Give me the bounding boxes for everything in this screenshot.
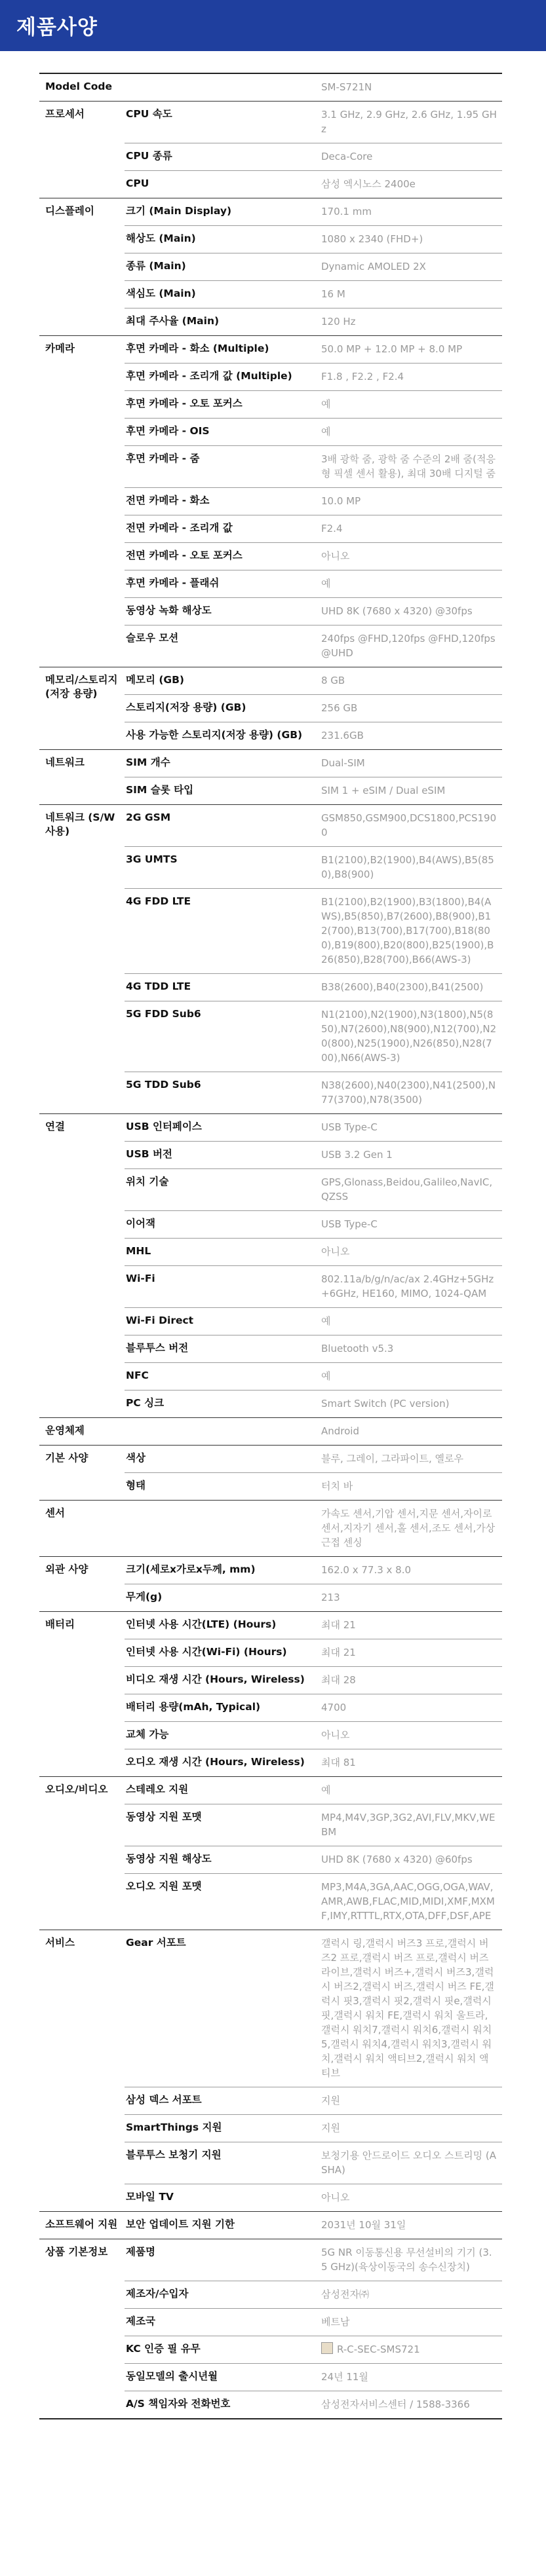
spec-row <box>125 1557 502 1584</box>
spec-group <box>39 1611 502 1776</box>
spec-group-label: 운영체제 <box>45 1425 85 1436</box>
spec-group <box>39 749 502 804</box>
spec-label <box>125 1418 316 1445</box>
spec-row <box>125 722 502 749</box>
spec-row <box>125 1141 502 1168</box>
spec-row <box>125 1210 502 1238</box>
spec-row <box>125 597 502 625</box>
spec-label: 모바일 TV <box>126 2191 174 2203</box>
spec-value: SIM 1 + eSIM / Dual eSIM <box>321 785 446 796</box>
spec-group-label: 네트워크 <box>45 756 85 768</box>
spec-value: 2031년 10월 31일 <box>321 2219 406 2231</box>
spec-row <box>125 1804 502 1846</box>
spec-label: 삼성 덱스 서포트 <box>126 2094 202 2106</box>
spec-label: 스토리지(저장 용량) (GB) <box>126 701 246 713</box>
spec-label: 크기 (Main Display) <box>126 205 232 217</box>
spec-group <box>39 1445 502 1500</box>
spec-value: 50.0 MP + 12.0 MP + 8.0 MP <box>321 343 463 355</box>
spec-group <box>39 1417 502 1445</box>
spec-label: 종류 (Main) <box>126 260 186 272</box>
spec-label: PC 싱크 <box>126 1397 165 1409</box>
spec-value: Dynamic AMOLED 2X <box>321 261 426 272</box>
spec-row <box>125 418 502 445</box>
spec-value: 최대 21 <box>321 1619 356 1631</box>
spec-row <box>125 846 502 888</box>
spec-label: 후면 카메라 - 조리개 값 (Multiple) <box>126 370 292 382</box>
spec-row <box>125 2391 502 2418</box>
spec-label: 보안 업데이트 지원 기한 <box>126 2218 235 2230</box>
spec-row <box>125 625 502 667</box>
spec-label: 동영상 지원 해상도 <box>126 1853 212 1865</box>
page-title: 제품사양 <box>16 16 98 39</box>
spec-group <box>39 1113 502 1417</box>
spec-value: 3배 광학 줌, 광학 줌 수준의 2배 줌(적응형 픽셀 센서 활용), 최대 30배 디지털 줌 <box>321 453 496 479</box>
spec-value: F2.4 <box>321 523 343 534</box>
spec-table <box>39 73 502 2419</box>
spec-value: 터치 바 <box>321 1480 353 1492</box>
spec-label: 크기(세로x가로x두께, mm) <box>126 1563 256 1575</box>
spec-value: 예 <box>321 1784 331 1796</box>
spec-row <box>125 2212 502 2239</box>
spec-row <box>125 1501 502 1556</box>
spec-value: USB Type-C <box>321 1121 378 1133</box>
spec-row <box>125 2087 502 2114</box>
spec-value: Dual-SIM <box>321 757 365 769</box>
spec-value: 213 <box>321 1592 340 1603</box>
spec-row <box>125 198 502 225</box>
spec-label: 해상도 (Main) <box>126 233 196 244</box>
spec-value: 아니오 <box>321 2192 350 2203</box>
spec-group-label: 서비스 <box>45 1937 75 1949</box>
spec-label: CPU 종류 <box>126 150 172 162</box>
spec-value: B38(2600),B40(2300),B41(2500) <box>321 981 484 993</box>
spec-group-label: Model Code <box>45 81 113 92</box>
spec-row <box>125 170 502 198</box>
spec-value: 4700 <box>321 1702 347 1713</box>
spec-value: 802.11a/b/g/n/ac/ax 2.4GHz+5GHz+6GHz, HE160, MIMO, 1024-QAM <box>321 1273 494 1299</box>
spec-label: CPU <box>126 177 149 189</box>
spec-label: 전면 카메라 - 화소 <box>126 495 210 506</box>
spec-row <box>125 74 502 101</box>
spec-label: 제품명 <box>126 2246 155 2258</box>
spec-label: 오디오 지원 포맷 <box>126 1880 202 1892</box>
spec-group <box>39 1930 502 2211</box>
spec-row <box>125 2336 502 2363</box>
spec-row <box>125 2308 502 2336</box>
spec-label: 전면 카메라 - 오토 포커스 <box>126 550 243 561</box>
spec-label: 인터넷 사용 시간(LTE) (Hours) <box>126 1618 277 1630</box>
spec-label <box>125 74 316 101</box>
spec-value: USB 3.2 Gen 1 <box>321 1149 393 1161</box>
spec-label: SmartThings 지원 <box>126 2121 222 2133</box>
spec-group-label: 네트워크 (S/W 사용) <box>45 812 115 837</box>
spec-label: A/S 책임자와 전화번호 <box>126 2398 231 2410</box>
spec-row <box>125 2114 502 2142</box>
spec-label: 2G GSM <box>126 812 171 823</box>
spec-value: UHD 8K (7680 x 4320) @60fps <box>321 1854 473 1865</box>
spec-label: 위치 기술 <box>126 1176 169 1187</box>
spec-group-label: 메모리/스토리지(저장 용량) <box>45 674 118 700</box>
spec-value: 예 <box>321 426 331 438</box>
spec-value: MP3,M4A,3GA,AAC,OGG,OGA,WAV,AMR,AWB,FLAC,MID,MIDI,XMF,MXMF,IMY,RTTTL,RTX,OTA,DFF,DSF,APE <box>321 1881 495 1922</box>
spec-label: 배터리 용량(mAh, Typical) <box>126 1701 261 1713</box>
spec-value <box>316 2336 502 2363</box>
spec-group <box>39 2239 502 2418</box>
spec-value: 120 Hz <box>321 316 356 327</box>
spec-label: 교체 가능 <box>126 1728 169 1740</box>
spec-group-label: 디스플레이 <box>45 205 94 217</box>
spec-label: 후면 카메라 - 플래쉬 <box>126 577 220 589</box>
spec-value: 예 <box>321 398 331 410</box>
spec-value: 갤럭시 링,갤럭시 버즈3 프로,갤럭시 버즈2 프로,갤럭시 버즈 프로,갤럭시 버즈 라이브,갤럭시 버즈+,갤럭시 버즈3,갤럭시 버즈2,갤럭시 버즈,갤럭시 버즈 FE,갤럭시 핏3,갤럭시 핏2,갤럭시 핏e,갤럭시 핏,갤럭시 워치 FE,갤럭시 워치 울트라,갤럭시 워치7,갤럭시 워치6,갤럭시 워치5,갤럭시 워치4,갤럭시 워치3,갤럭시 워치,갤럭시 워치 액티브2,갤럭시 워치 액티브 <box>321 1937 494 2079</box>
spec-row <box>125 2281 502 2308</box>
spec-row <box>125 1238 502 1265</box>
spec-row <box>125 1265 502 1307</box>
spec-group <box>39 2211 502 2239</box>
spec-label: 이어잭 <box>126 1218 155 1229</box>
spec-label: SIM 슬롯 타입 <box>126 784 194 796</box>
spec-group <box>39 1556 502 1611</box>
spec-label: 무게(g) <box>126 1591 163 1603</box>
spec-value: 지원 <box>321 2122 340 2134</box>
spec-value: SM-S721N <box>321 81 372 93</box>
spec-value: 1080 x 2340 (FHD+) <box>321 233 423 245</box>
spec-row <box>125 102 502 143</box>
spec-value: Deca-Core <box>321 151 373 162</box>
spec-group-label: 배터리 <box>45 1618 75 1630</box>
spec-label: 메모리 (GB) <box>126 674 185 686</box>
spec-row <box>125 1694 502 1721</box>
spec-group-label: 기본 사양 <box>45 1452 88 1464</box>
spec-row <box>125 308 502 335</box>
spec-label: 4G FDD LTE <box>126 895 191 907</box>
spec-row <box>125 390 502 418</box>
spec-value: 8 GB <box>321 675 345 686</box>
spec-value: 최대 28 <box>321 1674 356 1686</box>
spec-label: 동영상 녹화 해상도 <box>126 605 212 616</box>
spec-row <box>125 1307 502 1335</box>
spec-label: 제조자/수입자 <box>126 2288 189 2300</box>
spec-label: KC 인증 필 유무 <box>126 2343 201 2355</box>
spec-label: 슬로우 모션 <box>126 632 179 644</box>
spec-label: 3G UMTS <box>126 853 178 865</box>
spec-row <box>125 1472 502 1500</box>
spec-label: MHL <box>126 1245 151 1257</box>
spec-row <box>125 363 502 390</box>
spec-group <box>39 1776 502 1930</box>
spec-group-label: 상품 기본정보 <box>45 2246 108 2258</box>
spec-value: Smart Switch (PC version) <box>321 1398 450 1409</box>
spec-label: 오디오 재생 시간 (Hours, Wireless) <box>126 1756 305 1768</box>
spec-row <box>125 1001 502 1072</box>
spec-label: SIM 개수 <box>126 756 170 768</box>
spec-value: 256 GB <box>321 702 358 714</box>
spec-row <box>125 445 502 487</box>
spec-value: 170.1 mm <box>321 206 372 217</box>
spec-label: 스테레오 지원 <box>126 1783 189 1795</box>
spec-label: 색상 <box>126 1452 146 1464</box>
spec-label: 형태 <box>126 1480 146 1491</box>
spec-row <box>125 1114 502 1141</box>
spec-label: 후면 카메라 - 줌 <box>126 453 200 464</box>
spec-value: 최대 21 <box>321 1647 356 1658</box>
spec-label: Gear 서포트 <box>126 1937 186 1949</box>
spec-label: 전면 카메라 - 조리개 값 <box>126 522 233 534</box>
spec-row <box>125 336 502 363</box>
spec-value: GPS,Glonass,Beidou,Galileo,NavIC,QZSS <box>321 1176 493 1203</box>
spec-row <box>125 805 502 846</box>
spec-label: 후면 카메라 - 오토 포커스 <box>126 398 243 409</box>
spec-label: CPU 속도 <box>126 108 172 120</box>
spec-row <box>125 777 502 804</box>
spec-row <box>125 888 502 973</box>
spec-value: USB Type-C <box>321 1218 378 1230</box>
spec-label: 후면 카메라 - 화소 (Multiple) <box>126 343 269 354</box>
spec-row <box>125 1749 502 1776</box>
spec-group <box>39 804 502 1113</box>
spec-value: 아니오 <box>321 550 350 562</box>
spec-row <box>125 487 502 515</box>
spec-value: 삼성전자㈜ <box>321 2288 369 2300</box>
spec-value: 162.0 x 77.3 x 8.0 <box>321 1564 412 1576</box>
spec-group <box>39 1500 502 1556</box>
spec-row <box>125 280 502 308</box>
spec-value: 24년 11월 <box>321 2371 368 2383</box>
spec-label: 블루투스 보청기 지원 <box>126 2149 222 2161</box>
spec-value: 가속도 센서,기압 센서,지문 센서,자이로 센서,지자기 센서,홀 센서,조도 센서,가상근접 센싱 <box>321 1508 496 1548</box>
spec-value: MP4,M4V,3GP,3G2,AVI,FLV,MKV,WEBM <box>321 1812 496 1838</box>
spec-group <box>39 335 502 667</box>
spec-row <box>125 1335 502 1362</box>
spec-group-label: 외관 사양 <box>45 1563 88 1575</box>
spec-group-label: 오디오/비디오 <box>45 1783 108 1795</box>
spec-row <box>125 2184 502 2211</box>
spec-row <box>125 973 502 1001</box>
spec-group-label: 센서 <box>45 1507 65 1519</box>
spec-value: 보청기용 안드로이드 오디오 스트리밍 (ASHA) <box>321 2150 497 2176</box>
spec-value: 예 <box>321 1315 331 1327</box>
spec-group-label: 카메라 <box>45 343 75 354</box>
spec-label: USB 인터페이스 <box>126 1121 202 1132</box>
spec-row <box>125 1446 502 1472</box>
spec-value: B1(2100),B2(1900),B3(1800),B4(AWS),B5(850),B7(2600),B8(900),B12(700),B13(700),B17(700),B18(800),B19(800),B20(800),B25(1900),B26(850),B28(700),B66(AWS-3) <box>321 896 494 965</box>
spec-label: 동영상 지원 포맷 <box>126 1811 202 1823</box>
spec-row <box>125 515 502 542</box>
spec-label: 최대 주사율 (Main) <box>126 315 220 327</box>
spec-group <box>39 101 502 198</box>
spec-group <box>39 74 502 101</box>
spec-label: 블루투스 버전 <box>126 1342 189 1354</box>
spec-row <box>125 570 502 597</box>
spec-group-label: 연결 <box>45 1121 65 1132</box>
spec-row <box>125 1072 502 1113</box>
spec-value: N38(2600),N40(2300),N41(2500),N77(3700),N78(3500) <box>321 1079 496 1106</box>
spec-label: NFC <box>126 1370 149 1381</box>
spec-label: 색심도 (Main) <box>126 288 196 299</box>
spec-row <box>125 1418 502 1445</box>
spec-label: 4G TDD LTE <box>126 980 191 992</box>
spec-group-label: 프로세서 <box>45 108 85 120</box>
spec-value: 삼성 엑시노스 2400e <box>321 178 416 190</box>
spec-row <box>125 2239 502 2281</box>
spec-row <box>125 1362 502 1390</box>
spec-value: 지원 <box>321 2095 340 2106</box>
spec-label: 비디오 재생 시간 (Hours, Wireless) <box>126 1673 305 1685</box>
spec-row <box>125 667 502 694</box>
spec-value: 16 M <box>321 288 345 300</box>
spec-value: 3.1 GHz, 2.9 GHz, 2.6 GHz, 1.95 GHz <box>321 109 497 135</box>
spec-value: Bluetooth v5.3 <box>321 1343 394 1354</box>
spec-row <box>125 694 502 722</box>
spec-row <box>125 1873 502 1930</box>
spec-row <box>125 1168 502 1210</box>
spec-label: 후면 카메라 - OIS <box>126 425 210 437</box>
spec-value: 베트남 <box>321 2316 350 2328</box>
spec-row <box>125 2142 502 2184</box>
kc-certification-number: R-C-SEC-SMS721 <box>337 2343 420 2355</box>
spec-label: 5G FDD Sub6 <box>126 1008 201 1020</box>
spec-value: N1(2100),N2(1900),N3(1800),N5(850),N7(2600),N8(900),N12(700),N20(800),N25(1900),N26(850),N28(700),N66(AWS-3) <box>321 1009 497 1064</box>
spec-value: 아니오 <box>321 1246 350 1258</box>
spec-row <box>125 225 502 253</box>
spec-value: 블루, 그레이, 그라파이트, 옐로우 <box>321 1453 463 1465</box>
spec-value: 삼성전자서비스센터 / 1588-3366 <box>321 2399 470 2410</box>
spec-row <box>125 1846 502 1873</box>
spec-row <box>125 143 502 170</box>
spec-value: 5G NR 이동통신용 무선설비의 기기 (3.5 GHz)(육상이동국의 송수신장치) <box>321 2247 492 2273</box>
kc-certification-mark-icon <box>321 2342 333 2354</box>
spec-value: Android <box>321 1425 359 1437</box>
spec-value: 아니오 <box>321 1729 350 1741</box>
spec-value: 예 <box>321 578 331 589</box>
spec-value: B1(2100),B2(1900),B4(AWS),B5(850),B8(900) <box>321 854 494 880</box>
spec-label: Wi-Fi Direct <box>126 1315 194 1326</box>
spec-label: USB 버전 <box>126 1148 172 1160</box>
spec-label: 인터넷 사용 시간(Wi-Fi) (Hours) <box>126 1646 287 1658</box>
spec-row <box>125 1930 502 2087</box>
spec-value: GSM850,GSM900,DCS1800,PCS1900 <box>321 812 497 838</box>
spec-value: 240fps @FHD,120fps @FHD,120fps @UHD <box>321 633 496 659</box>
spec-value: 231.6GB <box>321 730 364 741</box>
spec-label: 5G TDD Sub6 <box>126 1079 201 1091</box>
spec-row <box>125 1612 502 1639</box>
spec-value: UHD 8K (7680 x 4320) @30fps <box>321 605 473 617</box>
spec-value: 10.0 MP <box>321 495 361 507</box>
spec-row <box>125 750 502 777</box>
spec-group-label: 소프트웨어 지원 <box>45 2218 118 2230</box>
spec-value: 예 <box>321 1370 331 1382</box>
spec-row <box>125 1390 502 1417</box>
spec-row <box>125 542 502 570</box>
spec-row <box>125 253 502 280</box>
spec-label <box>125 1501 316 1556</box>
spec-label: 사용 가능한 스토리지(저장 용량) (GB) <box>126 729 303 741</box>
spec-row <box>125 1639 502 1666</box>
spec-label: 제조국 <box>126 2315 155 2327</box>
spec-row <box>125 1666 502 1694</box>
spec-row <box>125 1584 502 1611</box>
spec-row <box>125 2363 502 2391</box>
spec-value: F1.8 , F2.2 , F2.4 <box>321 371 404 383</box>
spec-label: Wi-Fi <box>126 1273 155 1284</box>
spec-row <box>125 1721 502 1749</box>
spec-group <box>39 198 502 335</box>
page-header <box>0 0 546 51</box>
spec-label: 동일모델의 출시년월 <box>126 2370 218 2382</box>
spec-value: 최대 81 <box>321 1757 356 1768</box>
spec-row <box>125 1777 502 1804</box>
spec-group <box>39 667 502 749</box>
